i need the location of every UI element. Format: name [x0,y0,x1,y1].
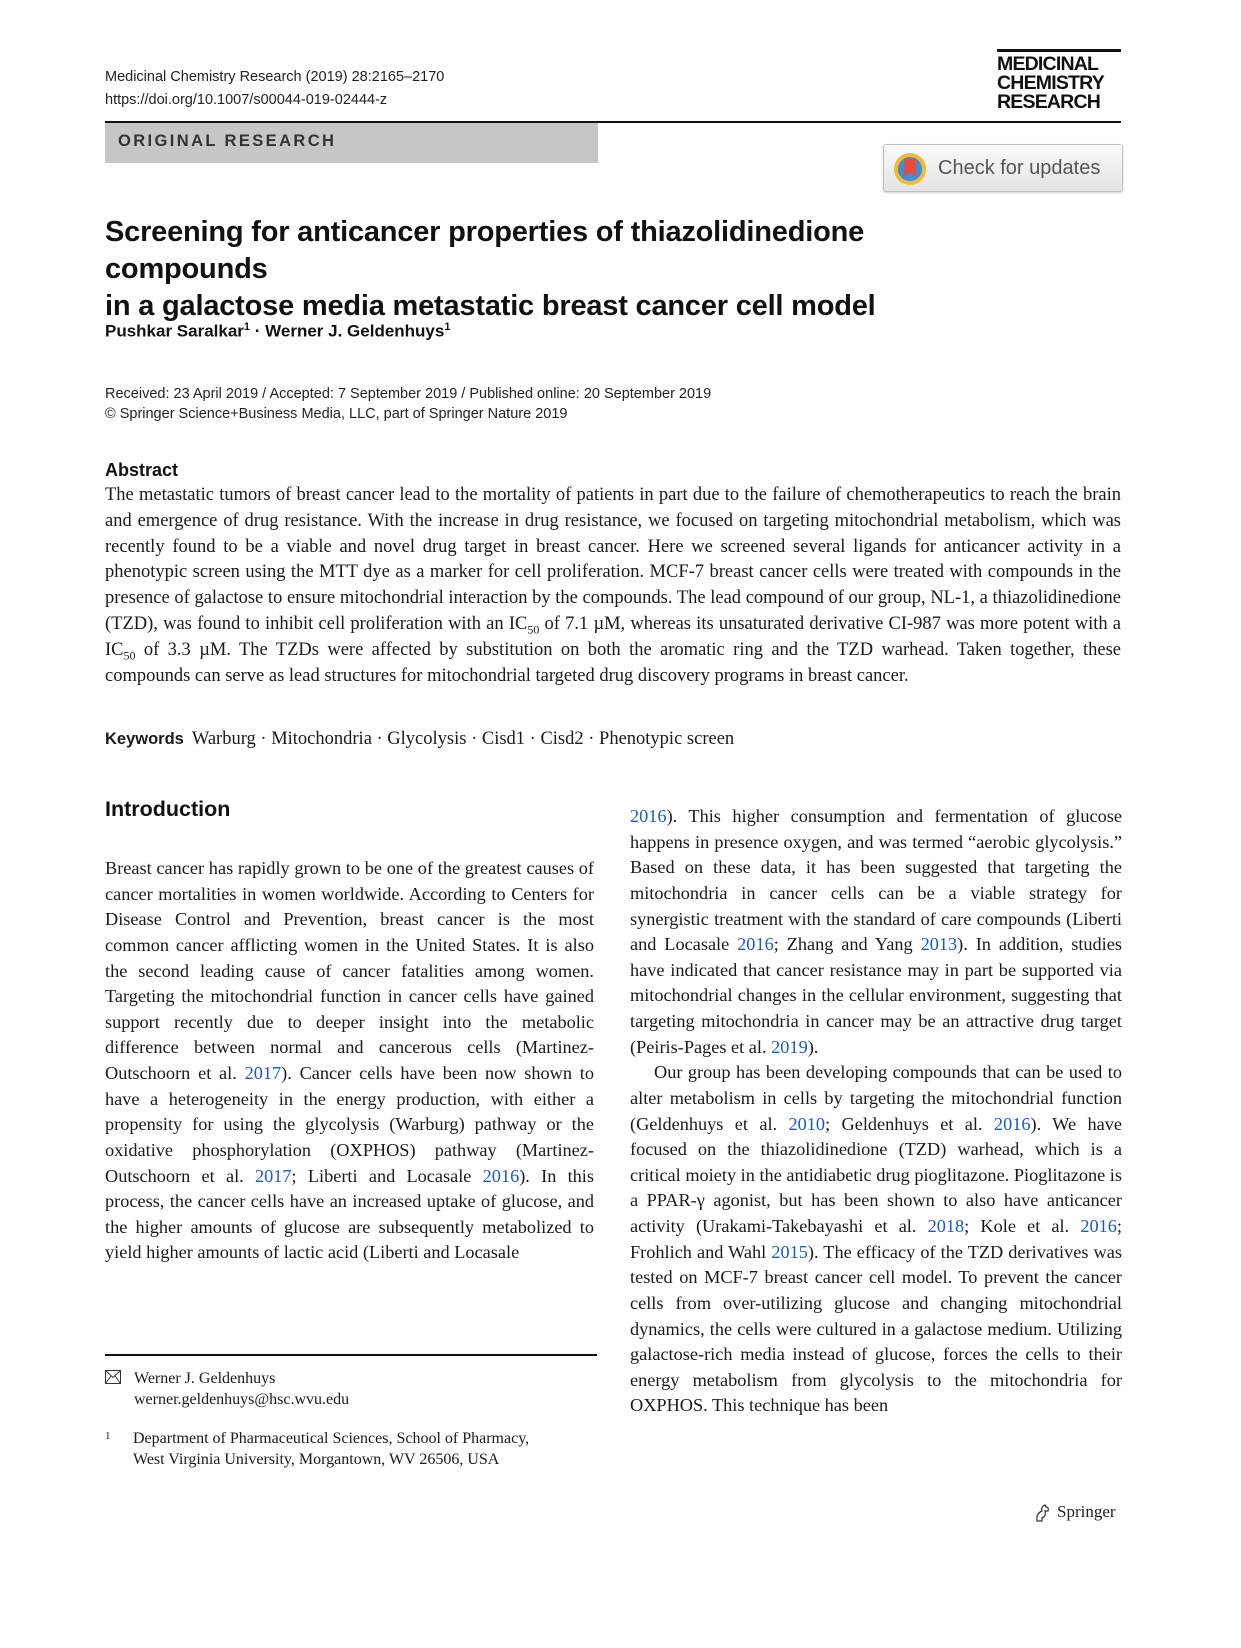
author-list: Pushkar Saralkar$^1$ · Werner J. Geldenhuys$^1$ [105,321,451,341]
citation-link[interactable]: 2013 [920,934,958,955]
affiliation: 1 Department of Pharmaceutical Sciences, School of Pharmacy, West Virginia University, Morgantown, WV 26506, USA [105,1430,530,1468]
paragraph: 2016). This higher consumption and fermentation of glucose happens in presence oxygen, and was termed “aerobic glycolysis.” Based on these data, it has been suggested that targeting the mitochondria in cancer cells can be a viable strategy for synergistic treatment with the standard of care compounds (Liberti and Locasale 2016; Zhang and Yang 2013). In addition, studies have indicated that cancer resistance may in part be supported via mitochondrial changes in the cellular environment, suggesting that targeting mitochondria in cancer may be an attractive drug target (Peiris-Pages et al. 2019). [630,806,1122,1057]
citation-link[interactable]: 2018 [927,1216,965,1236]
keywords-list: Warburg · Mitochondria · Glycolysis · Cisd1 · Cisd2 · Phenotypic screen [191,729,735,749]
introduction-heading: Introduction [105,797,231,821]
publisher-logo: Springer [1033,1502,1116,1522]
abstract-text: The metastatic tumors of breast cancer lead to the mortality of patients in part due to the failure of chemotherapeutics to reach the brain and emergence of drug resistance. With the increase in drug resistance, we focused on targeting mitochondrial metabolism, which was recently found to be a viable and novel drug target in breast cancer. Here we screened several ligands for anticancer activity in a phenotypic screen using the MTT dye as a marker for cell proliferation. MCF-7 breast cancer cells were treated with compounds in the presence of galactose to ensure mitochondrial interaction by the compounds. The lead compound of our group, NL-1, a thiazolidinedione (TZD), was found to inhibit cell proliferation with an $IC_{50}$ of 7.1 µM, whereas its unsaturated derivative CI-987 was more potent with a $IC_{50}$ of 3.3 µM. The TZDs were affected by substitution on both the aromatic ring and the TZD warhead. Taken together, these compounds can serve as lead structures for mitochondrial targeted drug discovery programs in breast cancer. [105,485,1122,686]
citation-link[interactable]: 2016 [993,1113,1031,1134]
abstract-heading: Abstract [105,460,179,480]
corresponding-author-name: Werner J. Geldenhuys [134,1370,276,1387]
citation-link[interactable]: 2017 [254,1165,292,1186]
citation-link[interactable]: 2016 [482,1165,520,1186]
paragraph: Our group has been developing compounds that can be used to alter metabolism in cells by targeting the mitochondrial function (Geldenhuys et al. 2010; Geldenhuys et al. 2016). We have focused on the thiazolidinedione (TZD) warhead, which is a critical moiety in the antidiabetic drug pioglitazone. Pioglitazone is a PPAR-γ agonist, but has been shown to also have anticancer activity (Urakami-Takebayashi et al. 2018; Kole et al. 2016; Frohlich and Wahl 2015). The efficacy of the TZD derivatives was tested on MCF-7 breast cancer cell model. To prevent the cancer cells from over-utilizing glucose and changing mitochondrial dynamics, the cells were cultured in a galactose medium. Utilizing galactose-rich media instead of glucose, forces the cells to their energy metabolism from glycolysis to the mitochondria for OXPHOS. This technique has been [630,1062,1122,1416]
journal-logo: MEDICINAL CHEMISTRY RESEARCH [997,49,1121,112]
envelope-icon [105,1370,121,1384]
crossmark-icon [892,151,928,187]
publication-dates: Received: 23 April 2019 / Accepted: 7 September 2019 / Published online: 20 September 2019 © Springer Science+Business Media, LLC, part of Springer Nature 2019 [105,386,712,422]
body-column-left [105,856,594,1266]
body-column-right [630,804,1122,1419]
citation-link[interactable]: 2017 [244,1063,282,1083]
update-button-label: Check for updates [938,157,1101,179]
author-name[interactable]: Pushkar Saralkar [105,321,244,341]
citation-link[interactable]: 2015 [771,1241,808,1262]
section-label: ORIGINAL RESEARCH [105,123,598,163]
citation-link[interactable]: 2016 [630,806,667,826]
citation-link[interactable]: 2010 [788,1113,826,1134]
author-name[interactable]: Werner J. Geldenhuys [265,321,445,341]
corresponding-email[interactable]: werner.geldenhuys@hsc.wvu.edu [134,1391,350,1408]
copyright: © Springer Science+Business Media, LLC, part of Springer Nature 2019 [105,406,568,422]
article-title: Screening for anticancer properties of thiazolidinedione compounds in a galactose media metastatic breast cancer cell model [105,216,876,322]
citation-link[interactable]: 2019 [771,1036,808,1057]
citation-link[interactable]: 2016 [737,934,774,955]
corresponding-author [105,1368,349,1410]
footnote-rule [105,1354,597,1356]
springer-horse-icon [1033,1503,1052,1523]
paragraph: Breast cancer has rapidly grown to be one of the greatest causes of cancer mortalities in women worldwide. According to Centers for Disease Control and Prevention, breast cancer is the most common cancer afflicting women in the United States. It is also the second leading cause of cancer fatalities among women. Targeting the mitochondrial function in cancer cells have gained support recently due to deeper insight into the metabolic difference between normal and cancerous cells (Martinez-Outschoorn et al. 2017). Cancer cells have been now shown to have a heterogeneity in the energy production, with either a propensity for using the glycolysis (Warburg) pathway or the oxidative phosphorylation (OXPHOS) pathway (Martinez-Outschoorn et al. 2017; Liberti and Locasale 2016). In this process, the cancer cells have an increased uptake of glucose, and the higher amounts of glucose are subsequently metabolized to yield higher amounts of lactic acid (Liberti and Locasale [105,858,594,1263]
keywords-label: Keywords [105,730,184,748]
citation-link[interactable]: 2016 [1080,1216,1117,1236]
journal-citation: Medicinal Chemistry Research (2019) 28:2165–2170 [105,69,445,85]
check-for-updates-button[interactable] [883,144,1123,192]
journal-meta [105,66,444,112]
keywords [105,729,734,750]
doi-link[interactable]: https://doi.org/10.1007/s00044-019-02444-z [105,92,388,108]
